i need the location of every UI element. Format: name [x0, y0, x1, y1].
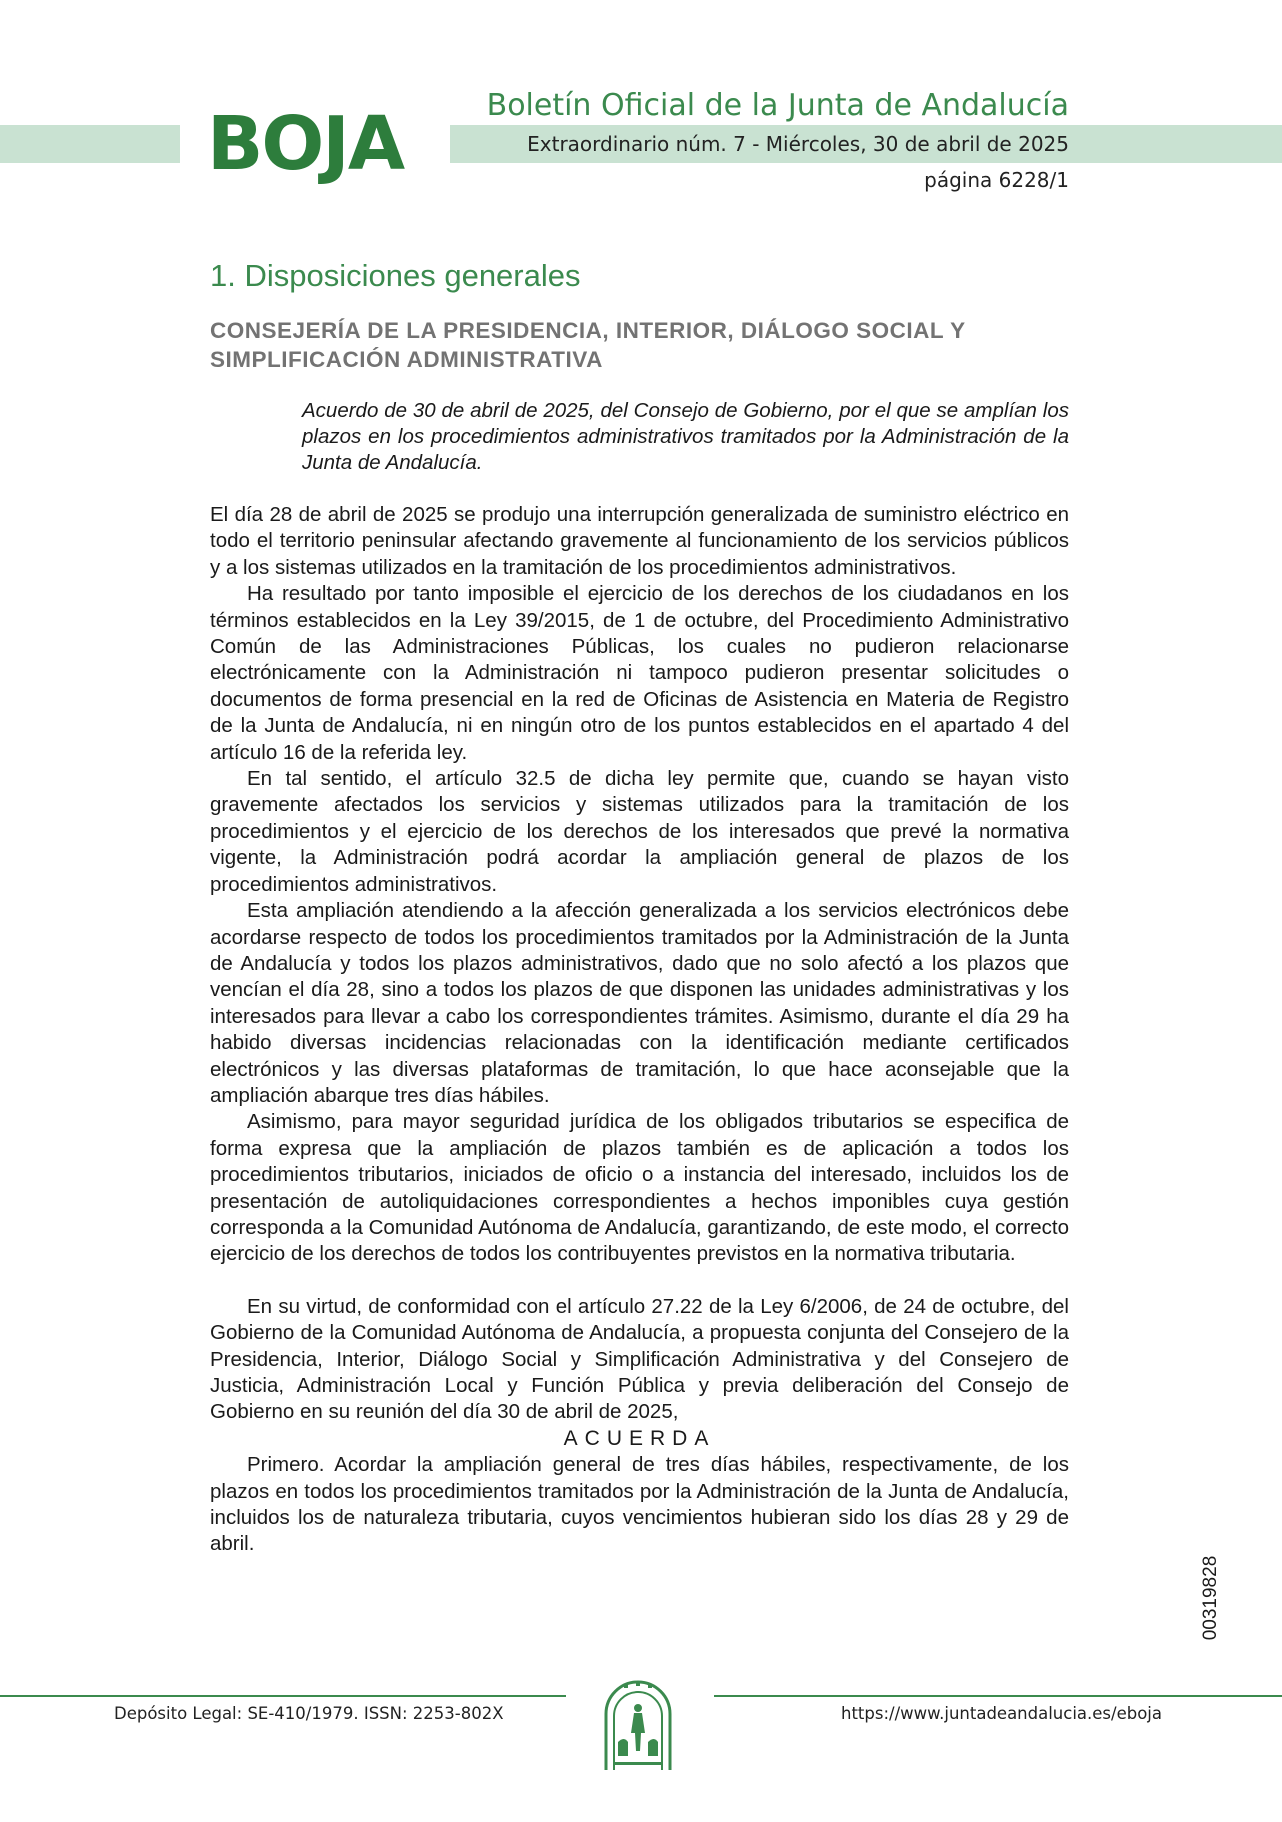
body-paragraph: Esta ampliación atendiendo a la afección generalizada a los servicios electrónicos debe acordarse respecto de todos los procedimientos tramitados por la Administración de la Junta de Andalucía y todos los plazos administrativos, dado que no solo afectó a los plazos que vencían el día 28, sino a todos los plazos de que disponen las unidades administrativas y los interesados para llevar a cabo los correspondientes trámites. Asimismo, durante el día 29 ha habido diversas incidencias relacionadas con la identificación mediante certificados electrónicos y las diversas plataformas de tramitación, lo que hace aconsejable que la ampliación abarque tres días hábiles. — [210, 899, 1069, 1107]
registry-number — [1201, 1548, 1221, 1648]
body-paragraph: Ha resultado por tanto imposible el ejercicio de los derechos de los ciudadanos en los términos establecidos en la Ley 39/2015, de 1 de octubre, del Procedimiento Administrativo Común de las Administraciones Públicas, los cuales no pudieron relacionarse electrónicamente con la Administración ni tampoco pudieron presentar solicitudes o documentos de forma presencial en la red de Oficinas de Asistencia en Materia de Registro de la Junta de Andalucía, ni en ningún otro de los puntos establecidos en el apartado 4 del artículo 16 de la referida ley. — [210, 582, 1069, 764]
website-link[interactable]: https://www.juntadeandalucia.es/eboja — [841, 1704, 1162, 1723]
resolution-heading: ACUERDA — [563, 1426, 716, 1450]
body-paragraph: En tal sentido, el artículo 32.5 de dicha ley permite que, cuando se hayan visto gravemente afectados los servicios y sistemas utilizados para la tramitación de los procedimientos y el ejercicio de los derechos de los interesados que prevé la normativa vigente, la Administración podrá acordar la ampliación general de plazos de los procedimientos administrativos. — [210, 767, 1069, 896]
page-number: página 6228/1 — [924, 168, 1069, 192]
issue-line: Extraordinario núm. 7 - Miércoles, 30 de abril de 2025 — [527, 132, 1069, 156]
header-band-left — [0, 125, 180, 163]
section-title: 1. Disposiciones generales — [210, 258, 581, 293]
body-paragraph: Asimismo, para mayor seguridad jurídica de los obligados tributarios se especifica de forma expresa que la ampliación de plazos también es de aplicación a todos los procedimientos tributarios, iniciados de oficio o a instancia del interesado, incluidos los de presentación de autoliquidaciones correspondientes a hechos imponibles cuya gestión corresponda a la Comunidad Autónoma de Andalucía, garantizando, de este modo, el correcto ejercicio de los derechos de todos los contribuyentes previstos en la normativa tributaria. — [210, 1110, 1069, 1266]
registry-number-text: 00319828 — [1200, 1555, 1221, 1641]
department-name: CONSEJERÍA DE LA PRESIDENCIA, INTERIOR, DIÁLOGO SOCIAL Y SIMPLIFICACIÓN ADMINISTRATIVA — [210, 318, 966, 372]
bulletin-title: Boletín Oficial de la Junta de Andalucía — [486, 88, 1069, 123]
footer-rule-left — [0, 1695, 566, 1697]
boja-logo: BOJA — [207, 101, 404, 187]
body-paragraph: El día 28 de abril de 2025 se produjo una interrupción generalizada de suministro eléctrico en todo el territorio peninsular afectando gravemente al funcionamiento de los servicios públicos y a los sistemas utilizados en la tramitación de los procedimientos administrativos. — [210, 503, 1069, 579]
body-paragraph: En su virtud, de conformidad con el artículo 27.22 de la Ley 6/2006, de 24 de octubre, del Gobierno de la Comunidad Autónoma de Andalucía, a propuesta conjunta del Consejero de la Presidencia, Interior, Diálogo Social y Simplificación Administrativa y del Consejero de Justicia, Administración Local y Función Pública y previa deliberación del Consejo de Gobierno en su reunión del día 30 de abril de 2025, — [210, 1294, 1069, 1424]
andalusia-coat-of-arms-icon — [598, 1672, 678, 1772]
legal-deposit: Depósito Legal: SE-410/1979. ISSN: 2253-802X — [114, 1704, 504, 1723]
resolution-text: Primero. Acordar la ampliación general de tres días hábiles, respectivamente, de los plazos en todos los procedimientos tramitados por la Administración de la Junta de Andalucía, incluidos los de naturaleza tributaria, cuyos vencimientos hubieran sido los días 28 y 29 de abril. — [210, 1453, 1069, 1556]
document-body — [210, 502, 1069, 1558]
document-summary: Acuerdo de 30 de abril de 2025, del Consejo de Gobierno, por el que se amplían los plazos en los procedimientos administrativos tramitados por la Administración de la Junta de Andalucía. — [302, 399, 1069, 474]
footer-rule-right — [714, 1695, 1282, 1697]
